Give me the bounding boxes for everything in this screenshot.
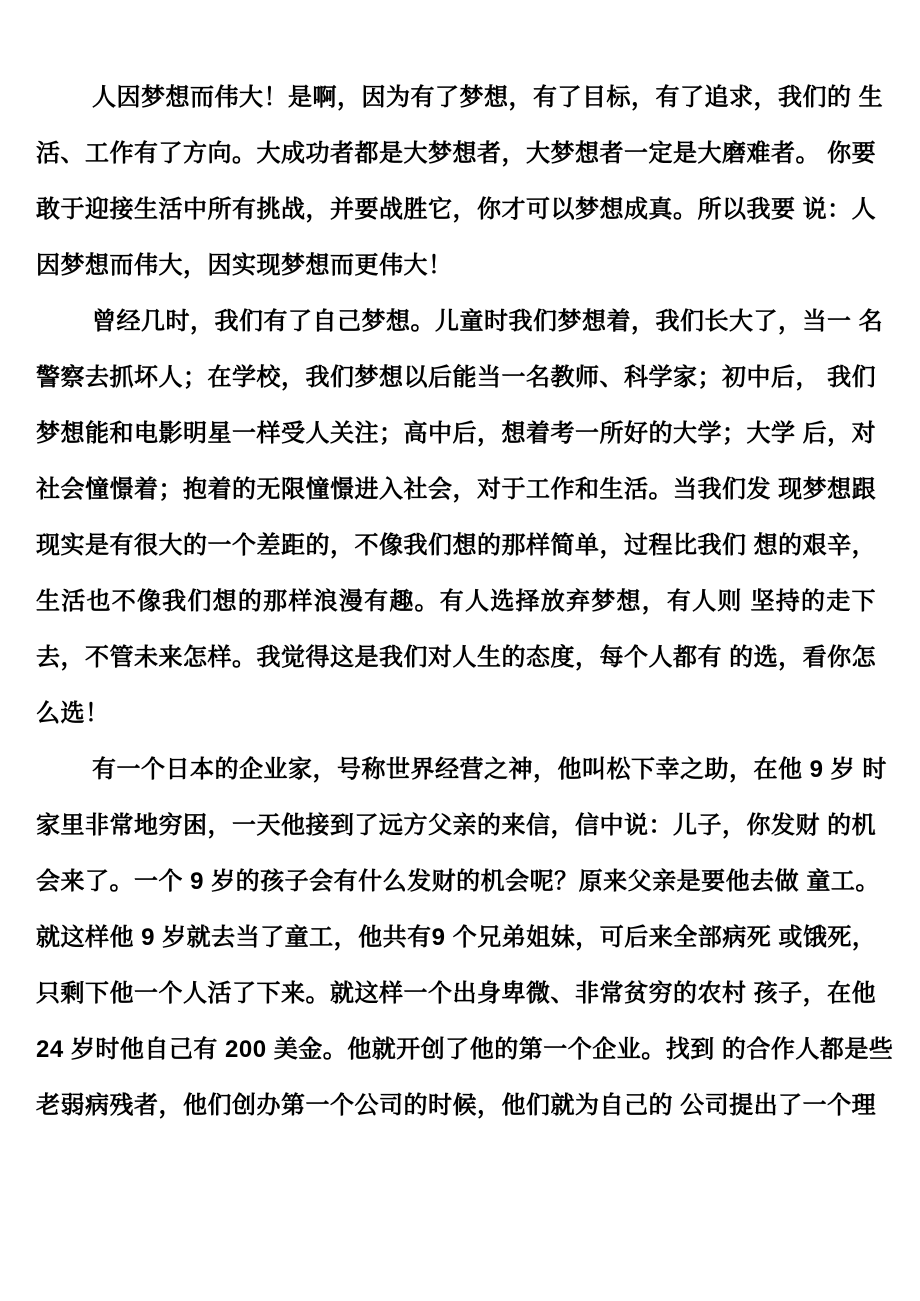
text-line: 现实是有很大的一个差距的，不像我们想的那样简单，过程比我们 想的艰辛， bbox=[36, 532, 877, 559]
text-line: 梦想能和电影明星一样受人关注；高中后，想着考一所好的大学；大学 后，对 bbox=[36, 420, 877, 447]
text-line: 24 岁时他自己有 200 美金。他就开创了他的第一个企业。找到 的合作人都是些 bbox=[36, 1036, 894, 1063]
text-line: 就这样他 9 岁就去当了童工，他共有9 个兄弟姐妹，可后来全部病死 或饿死， bbox=[36, 924, 877, 951]
text-line: 人因梦想而伟大！是啊，因为有了梦想，有了目标，有了追求，我们的 生 bbox=[92, 84, 884, 111]
text-line: 曾经几时，我们有了自己梦想。儿童时我们梦想着，我们长大了，当一 名 bbox=[92, 308, 884, 335]
text-line: 去，不管未来怎样。我觉得这是我们对人生的态度，每个人都有 的选，看你怎 bbox=[36, 644, 877, 671]
text-line: 家里非常地穷困，一天他接到了远方父亲的来信，信中说：儿子，你发财 的机 bbox=[36, 812, 877, 839]
text-line: 生活也不像我们想的那样浪漫有趣。有人选择放弃梦想，有人则 坚持的走下 bbox=[36, 588, 876, 615]
text-line: 活、工作有了方向。大成功者都是大梦想者，大梦想者一定是大磨难者。 你要 bbox=[36, 140, 877, 167]
text-line: 社会憧憬着；抱着的无限憧憬进入社会，对于工作和生活。当我们发 现梦想跟 bbox=[36, 476, 877, 503]
text-line: 老弱病残者，他们创办第一个公司的时候，他们就为自己的 公司提出了一个理 bbox=[36, 1092, 877, 1119]
paragraph-childhood-dreams bbox=[36, 294, 884, 742]
text-line: 警察去抓坏人；在学校，我们梦想以后能当一名教师、科学家；初中后， 我们 bbox=[36, 364, 877, 391]
text-line: 只剩下他一个人活了下来。就这样一个出身卑微、非常贫穷的农村 孩子，在他 bbox=[36, 980, 877, 1007]
text-line: 有一个日本的企业家，号称世界经营之神，他叫松下幸之助，在他 9 岁 时 bbox=[92, 756, 887, 783]
paragraph-dream-greatness bbox=[36, 70, 884, 294]
text-line: 么选！ bbox=[36, 700, 110, 727]
text-line: 因梦想而伟大，因实现梦想而更伟大！ bbox=[36, 252, 453, 279]
text-line: 敢于迎接生活中所有挑战，并要战胜它，你才可以梦想成真。所以我要 说：人 bbox=[36, 196, 877, 223]
paragraph-matsushita-story bbox=[36, 742, 894, 1134]
text-line: 会来了。一个 9 岁的孩子会有什么发财的机会呢？原来父亲是要他去做 童工。 bbox=[36, 868, 880, 895]
